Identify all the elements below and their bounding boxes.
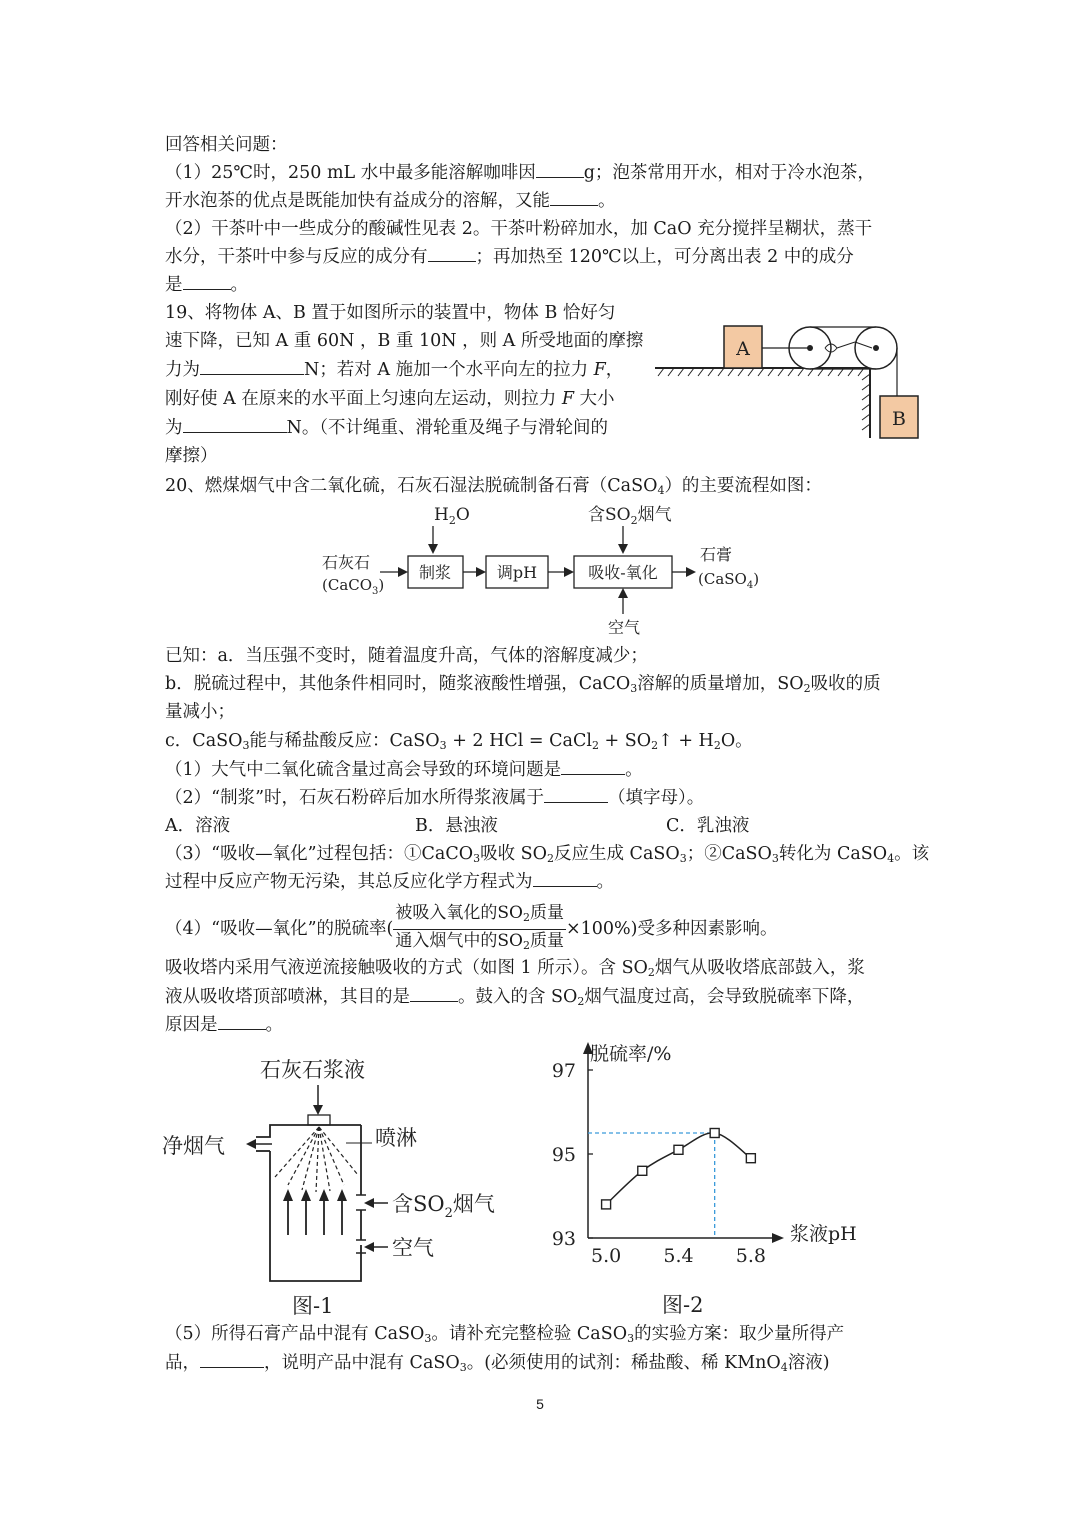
series-line xyxy=(606,1133,751,1205)
y-axis-label: 脱硫率/% xyxy=(590,1043,672,1065)
answer-blank[interactable] xyxy=(428,243,476,262)
answer-blank[interactable] xyxy=(536,159,584,178)
svg-text:(CaCO3): (CaCO$_3$) xyxy=(322,576,385,597)
text-line: （1）25℃时，250 mL 水中最多能溶解咖啡因 g；泡茶常用开水，相对于冷水泡茶， xyxy=(165,159,875,187)
y-tick-label: 93 xyxy=(551,1228,576,1250)
x-tick-label: 5.0 xyxy=(590,1245,622,1267)
text-line: 为 N。（不计绳重、滑轮重及绳子与滑轮间的 xyxy=(165,414,608,442)
answer-blank[interactable] xyxy=(200,1349,264,1368)
option-a[interactable]: A．溶液 xyxy=(165,816,231,836)
svg-text:喷淋: 喷淋 xyxy=(375,1126,417,1150)
text-line: 品， ，说明产品中混有 CaSO$_3$。(必须使用的试剂：稀盐酸、稀 KMnO$_4$溶液) xyxy=(165,1349,830,1382)
absorption-tower-figure xyxy=(160,1045,505,1324)
text-line: 已知：a．当压强不变时，随着温度升高，气体的溶解度减少； xyxy=(165,646,648,666)
text-line: c．CaSO$_3$能与稀盐酸反应：CaSO$_3$ + 2 HCl = CaCl$_2$ + $SO_2↑ + H_2O$。 xyxy=(165,731,753,752)
text-line: 回答相关问题： xyxy=(165,135,288,155)
x-tick-label: 5.4 xyxy=(663,1245,694,1267)
text-line: 吸收塔内采用气液逆流接触吸收的方式（如图 1 所示）。含 $SO_2$烟气从吸收塔底部鼓入，浆 xyxy=(165,958,865,979)
pulley-figure xyxy=(650,318,925,447)
text-line: 20、燃煤烟气中含二氧化硫，石灰石湿法脱硫制备石膏（CaSO$_4$）的主要流程如图： xyxy=(165,476,822,497)
text-line: 速下降，已知 A 重 60N ，B 重 10N ，则 A 所受地面的摩擦 xyxy=(165,331,644,351)
svg-text:净烟气: 净烟气 xyxy=(162,1134,225,1158)
text-line: （3）“吸收—氧化”过程包括：①CaCO$_3$吸收 $SO_2$反应生成 CaSO$_3$；②CaSO$_3$转化为 CaSO$_4$。该 xyxy=(165,844,930,865)
svg-text:(CaSO4): (CaSO$_4$) xyxy=(698,570,760,591)
text-line: 力为 N；若对 A 施加一个水平向左的拉力 F， xyxy=(165,356,623,384)
answer-blank[interactable] xyxy=(533,868,597,887)
answer-blank[interactable] xyxy=(183,414,287,433)
y-tick-label: 97 xyxy=(551,1060,576,1082)
text-line: 水分，干茶叶中参与反应的成分有 ；再加热至 120℃以上，可分离出表 2 中的成分 xyxy=(165,243,854,271)
text-line: 液从吸收塔顶部喷淋，其目的是 。鼓入的含 $SO_2$烟气温度过高，会导致脱硫率下降， xyxy=(165,983,864,1016)
text-line: 摩擦） xyxy=(165,446,218,466)
answer-blank[interactable] xyxy=(183,271,231,290)
text-line: （5）所得石膏产品中混有 CaSO$_3$。请补充完整检验 CaSO$_3$的实验方案：取少量所得产 xyxy=(165,1324,845,1345)
answer-blank[interactable] xyxy=(544,784,608,803)
data-point xyxy=(674,1145,683,1154)
text-line: （1）大气中二氧化硫含量过高会导致的环境问题是 。 xyxy=(165,756,643,784)
figure-2-caption: 图-2 xyxy=(662,1293,704,1317)
figure-1-caption: 图-1 xyxy=(292,1294,334,1318)
option-c[interactable]: C．乳浊液 xyxy=(666,816,750,836)
option-b[interactable]: B．悬浊液 xyxy=(415,816,498,836)
svg-text:石膏: 石膏 xyxy=(700,545,733,564)
svg-text:制浆: 制浆 xyxy=(418,563,452,582)
data-point xyxy=(710,1129,719,1138)
answer-blank[interactable] xyxy=(218,1011,266,1030)
desulfurization-rate-fraction: $\frac{被吸入氧化的SO_2质量}{通入烟气中的SO_2质量}$ xyxy=(395,903,564,952)
desulfurization-chart xyxy=(540,1030,880,1324)
answer-blank[interactable] xyxy=(550,187,598,206)
data-point xyxy=(602,1200,611,1209)
y-tick-label: 95 xyxy=(551,1144,576,1166)
svg-text:石灰石浆液: 石灰石浆液 xyxy=(260,1058,365,1082)
svg-text:调pH: 调pH xyxy=(496,563,538,582)
text-line: 原因是 。 xyxy=(165,1011,283,1039)
svg-text:H2O: $H_2O$ xyxy=(434,505,470,527)
svg-text:石灰石: 石灰石 xyxy=(322,553,371,572)
answer-blank[interactable] xyxy=(410,983,458,1002)
text-line: （2）“制浆”时，石灰石粉碎后加水所得浆液属于 （填字母）。 xyxy=(165,784,704,812)
text-line: （4）“吸收—氧化”的脱硫率( $\frac{被吸入氧化的SO_2质量}{通入烟气中的SO_2质量}$ ×100%)受多种因素影响。 xyxy=(165,902,777,957)
process-flow-diagram xyxy=(318,500,788,644)
block-a-label: A xyxy=(736,338,750,360)
text-line: 开水泡茶的优点是既能加快有益成分的溶解，又能 。 xyxy=(165,187,616,215)
answer-blank[interactable] xyxy=(200,356,304,375)
svg-text:空气: 空气 xyxy=(392,1236,434,1260)
text-line: 刚好使 A 在原来的水平面上匀速向左运动，则拉力 F 大小 xyxy=(165,389,615,409)
page-number: 5 xyxy=(536,1396,544,1412)
data-point xyxy=(638,1166,647,1175)
svg-text:空气: 空气 xyxy=(608,618,641,637)
text-line: 19、将物体 A、B 置于如图所示的装置中，物体 B 恰好匀 xyxy=(165,303,616,323)
x-axis-label: 浆液pH xyxy=(790,1223,857,1245)
answer-blank[interactable] xyxy=(561,756,625,775)
block-b-label: B xyxy=(892,408,906,430)
text-line: b．脱硫过程中，其他条件相同时，随浆液酸性增强，CaCO$_3$溶解的质量增加，$SO_2$吸收的质 xyxy=(165,674,881,695)
svg-text:吸收-氧化: 吸收-氧化 xyxy=(588,563,658,582)
svg-text:含SO2烟气: 含$SO_2$烟气 xyxy=(588,505,672,527)
data-point xyxy=(746,1154,755,1163)
text-line: 过程中反应产物无污染，其总反应化学方程式为 。 xyxy=(165,868,614,896)
text-line: （2）干茶叶中一些成分的酸碱性见表 2。干茶叶粉碎加水，加 CaO 充分搅拌呈糊状，蒸干 xyxy=(165,219,873,239)
x-tick-label: 5.8 xyxy=(735,1245,766,1267)
svg-text:含SO2烟气: 含$SO_2$烟气 xyxy=(392,1192,495,1221)
text-line: 是 。 xyxy=(165,271,248,299)
text-line: 量减小； xyxy=(165,702,235,722)
